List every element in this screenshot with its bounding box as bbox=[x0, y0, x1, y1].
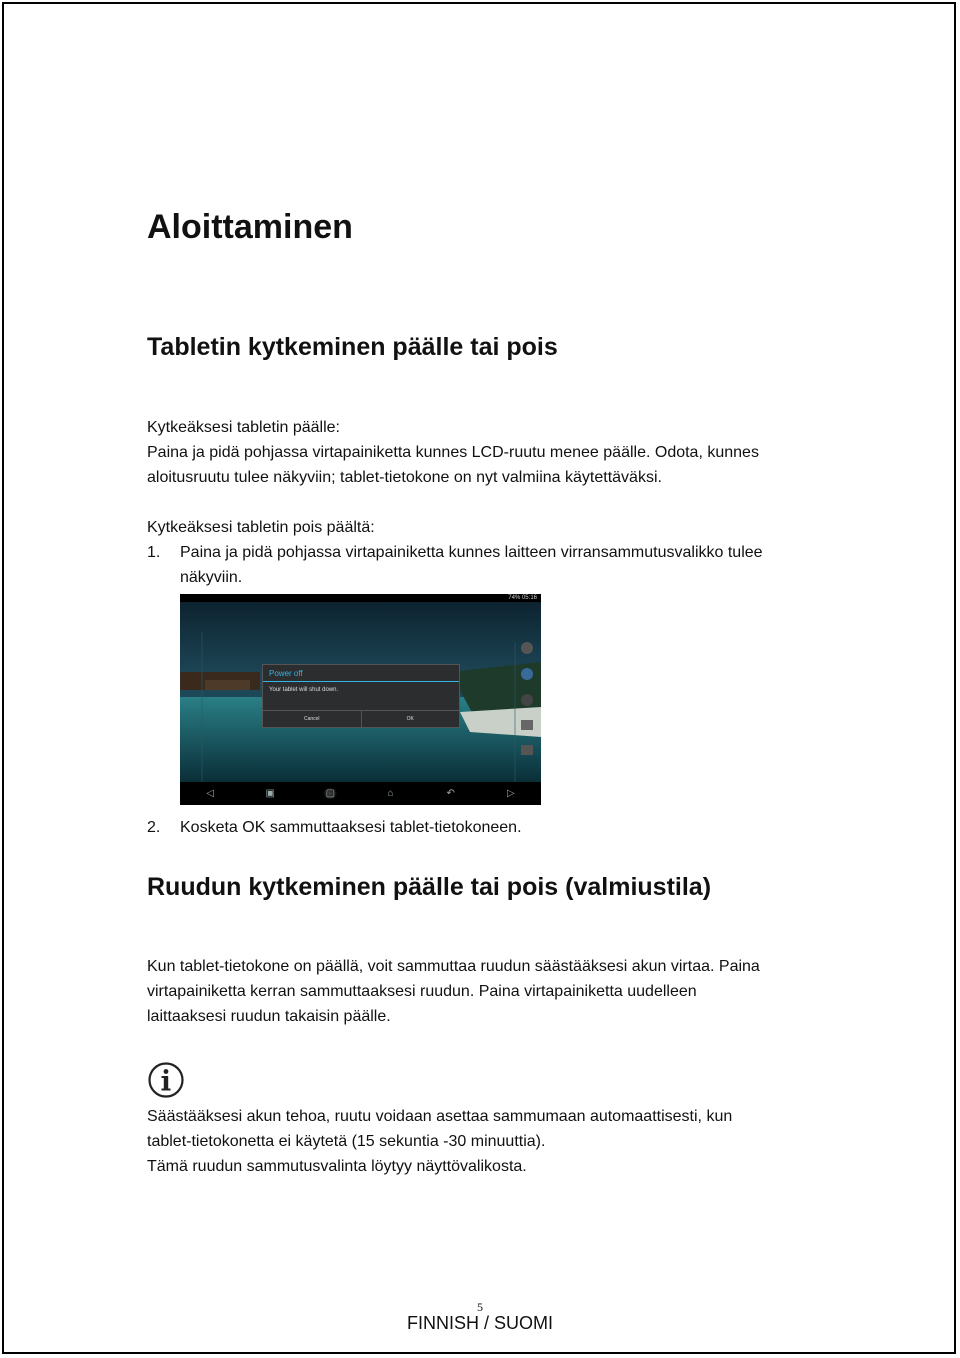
status-bar bbox=[180, 594, 541, 602]
step-1-number: 1. bbox=[147, 544, 161, 561]
home-icon[interactable]: ⌂ bbox=[387, 788, 394, 799]
navigation-bar bbox=[180, 782, 541, 805]
standby-text-line3: laittaaksesi ruudun takaisin päälle. bbox=[147, 1008, 391, 1025]
ok-button[interactable]: OK bbox=[361, 711, 460, 727]
note-line3: Tämä ruudun sammutusvalinta löytyy näyttövalikosta. bbox=[147, 1158, 527, 1175]
dialog-title: Power off bbox=[263, 665, 459, 682]
standby-text-line2: virtapainiketta kerran sammuttaaksesi ruudun. Paina virtapainiketta uudelleen bbox=[147, 983, 697, 1000]
page-title: Aloittaminen bbox=[147, 208, 353, 246]
step-2 bbox=[147, 815, 522, 840]
recent-apps-icon[interactable]: ▣ bbox=[265, 788, 275, 799]
section-heading-standby: Ruudun kytkeminen päälle tai pois (valmiustila) bbox=[147, 873, 712, 901]
power-on-text-line1: Paina ja pidä pohjassa virtapainiketta kunnes LCD-ruutu menee päälle. Odota, kunnes bbox=[147, 444, 759, 461]
screenshot-icon[interactable]: ▢ bbox=[321, 788, 339, 799]
dialog-message: Your tablet will shut down. bbox=[269, 687, 339, 693]
page-number: 5 bbox=[477, 1300, 483, 1314]
section-heading-power: Tabletin kytkeminen päälle tai pois bbox=[147, 333, 558, 361]
standby-text-line1: Kun tablet-tietokone on päällä, voit sammuttaa ruudun säästääksesi akun virtaa. Paina bbox=[147, 958, 760, 975]
footer-language: FINNISH / SUOMI bbox=[406, 1313, 553, 1333]
step-2-number: 2. bbox=[147, 819, 161, 836]
dialog-buttons bbox=[263, 710, 459, 727]
power-off-dialog bbox=[262, 664, 460, 728]
info-icon bbox=[147, 1061, 185, 1099]
power-off-label: Kytkeäksesi tabletin pois päältä: bbox=[147, 519, 375, 536]
note-line2: tablet-tietokonetta ei käytetä (15 sekuntia -30 minuuttia). bbox=[147, 1133, 546, 1150]
volume-down-icon[interactable]: ◁ bbox=[206, 788, 214, 799]
back-icon[interactable]: ↶ bbox=[446, 788, 455, 799]
volume-up-icon[interactable]: ▷ bbox=[507, 788, 515, 799]
status-text: 74% 05:16 bbox=[508, 595, 537, 601]
cancel-button[interactable]: Cancel bbox=[303, 716, 320, 722]
step-2-text: Kosketa OK sammuttaaksesi tablet-tietokoneen. bbox=[180, 819, 522, 836]
note-line1: Säästääksesi akun tehoa, ruutu voidaan asettaa sammumaan automaattisesti, kun bbox=[147, 1108, 733, 1125]
power-on-text-line2: aloitusruutu tulee näkyviin; tablet-tietokone on nyt valmiina käytettäväksi. bbox=[147, 469, 662, 486]
step-1-text-line2: näkyviin. bbox=[180, 569, 243, 586]
power-on-label: Kytkeäksesi tabletin päälle: bbox=[147, 419, 340, 436]
step-1 bbox=[147, 540, 763, 565]
power-off-screenshot bbox=[180, 594, 541, 805]
step-1-text-line1: Paina ja pidä pohjassa virtapainiketta kunnes laitteen virransammutusvalikko tulee bbox=[180, 544, 763, 561]
